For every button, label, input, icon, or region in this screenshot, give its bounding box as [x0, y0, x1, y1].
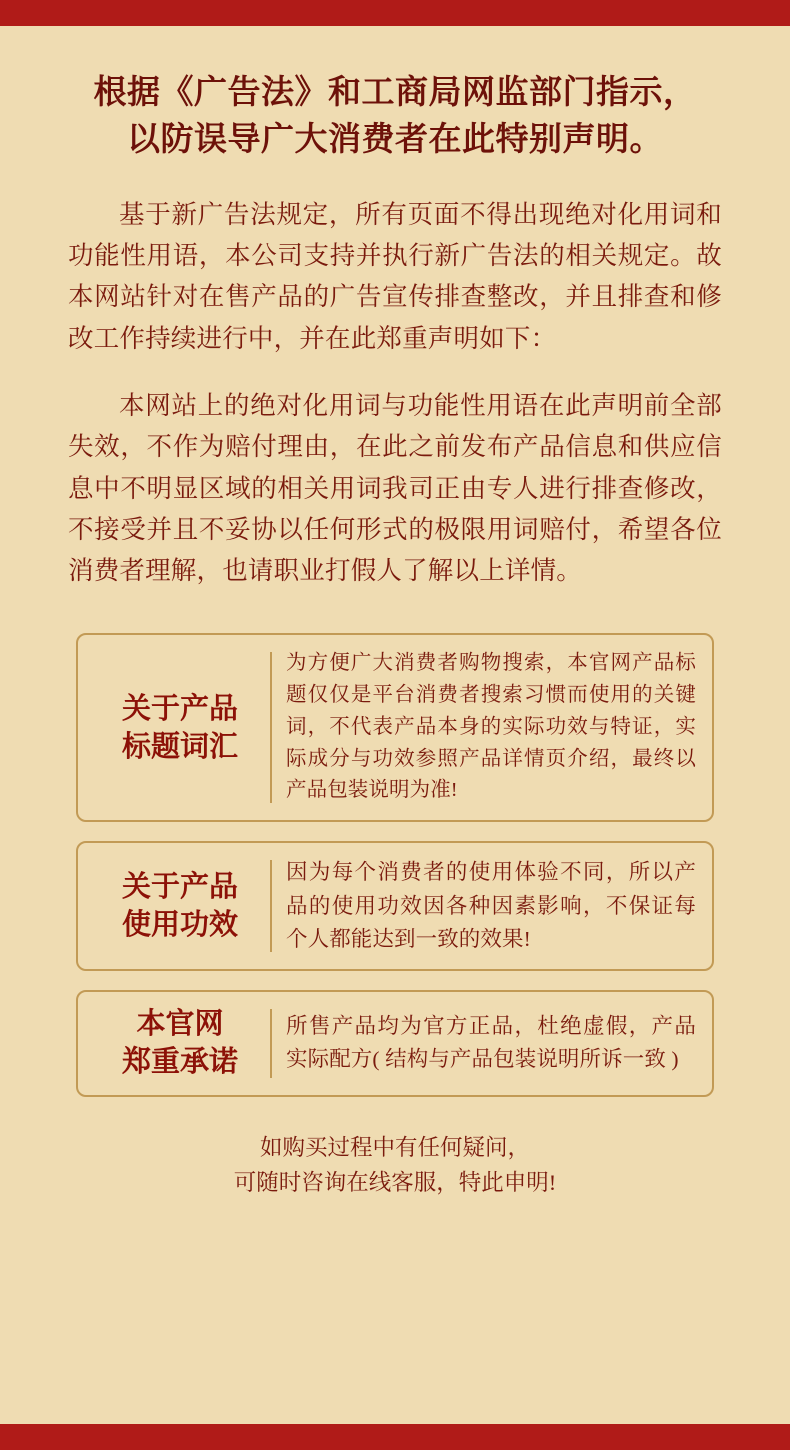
page-title-line1: 根据《广告法》和工商局网监部门指示， — [93, 75, 697, 111]
card-body: 所售产品均为官方正品，杜绝虚假，产品实际配方( 结构与产品包装说明所诉一致 ) — [286, 1014, 696, 1072]
card-title-line1: 本官网 — [136, 1008, 224, 1041]
card-title-line2: 使用功效 — [121, 909, 238, 942]
card-title-line2: 标题词汇 — [121, 730, 238, 763]
card-official-promise — [76, 990, 714, 1097]
cards-list — [76, 633, 714, 1096]
card-body: 为方便广大消费者购物搜索，本官网产品标题仅仅是平台消费者搜索习惯而使用的关键词，不代表产品本身的实际功效与特证，实际成分与功效参照产品详情页介绍，最终以产品包装说明为准! — [286, 652, 696, 802]
card-title-line1: 关于产品 — [121, 692, 238, 725]
card-title-line2: 郑重承诺 — [121, 1046, 238, 1079]
top-accent-bar — [0, 0, 790, 26]
content-area — [0, 26, 790, 1424]
page-title-line2: 以防误导广大消费者在此特别声明。 — [127, 121, 663, 158]
paragraph-2: 本网站上的绝对化用词与功能性用语在此声明前全部失效，不作为赔付理由，在此之前发布产品信息和供应信息中不明显区域的相关用词我司正由专人进行排查修改，不接受并且不妥协以任何形式的极限用词赔付，希望各位消费者理解，也请职业打假人了解以上详情。 — [68, 390, 722, 586]
card-divider — [270, 652, 272, 803]
page-title — [64, 70, 726, 164]
card-product-efficacy — [76, 841, 714, 971]
bottom-accent-bar — [0, 1424, 790, 1450]
card-divider — [270, 860, 272, 952]
paragraph-1: 基于新广告法规定，所有页面不得出现绝对化用词和功能性用语，本公司支持并执行新广告法的相关规定。故本网站针对在售产品的广告宣传排查整改，并且排查和修改工作持续进行中，并在此郑重声明如下： — [68, 199, 722, 353]
footer-note — [64, 1131, 726, 1201]
card-title — [94, 856, 266, 956]
card-title-line1: 关于产品 — [121, 870, 238, 903]
card-title — [94, 648, 266, 807]
card-product-title-terms — [76, 633, 714, 822]
card-body: 因为每个消费者的使用体验不同，所以产品的使用功效因各种因素影响，不保证每个人都能达到一致的效果! — [286, 860, 696, 951]
footer-note-line2: 可随时咨询在线客服，特此申明! — [233, 1169, 557, 1195]
card-title — [94, 1005, 266, 1082]
card-divider — [270, 1009, 272, 1078]
footer-note-line1: 如购买过程中有任何疑问， — [259, 1134, 530, 1160]
